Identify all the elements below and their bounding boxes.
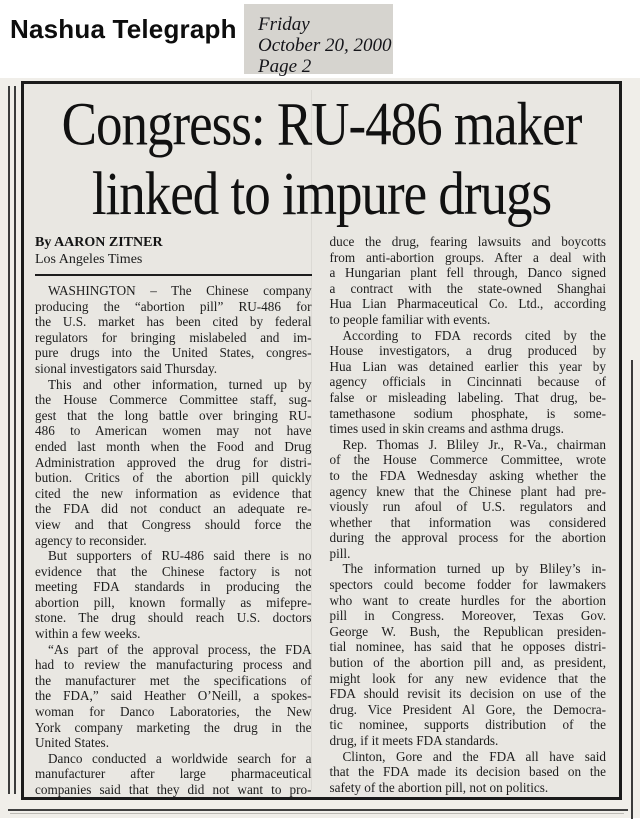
body-line: House investigators, a drug produced by [329, 343, 606, 359]
body-line: This and other information, turned up by [48, 376, 312, 392]
article-body [24, 230, 619, 798]
body-line: duce the drug, fearing lawsuits and boycotts [329, 234, 606, 249]
paragraph [330, 749, 607, 796]
body-line: safety of the abortion pill, not on politics. [329, 779, 549, 795]
body-line: cited the new information as evidence that [35, 485, 312, 501]
paragraph [330, 437, 607, 562]
body-line: pure drugs into the United States, congres- [35, 345, 312, 361]
body-line: from anti-abortion groups. After a deal with [329, 249, 606, 265]
body-line: a contract with the state-owned Shanghai [329, 280, 606, 296]
body-line: the U.S. market has been cited by federal [35, 314, 312, 330]
body-line: woman for Danco Laboratories, the New [35, 704, 312, 720]
body-line: agency officials in Cincinnati because of [329, 374, 606, 390]
body-line: FDA should revisit its decision on use of the [329, 686, 606, 702]
article-headline [24, 90, 619, 252]
body-line: pill in Congress. Moreover, Texas Gov. [329, 608, 606, 624]
byline-rule [35, 274, 312, 276]
paragraph [330, 561, 607, 748]
body-line: manufacturer after large pharmaceutical [35, 766, 312, 782]
margin-rule-bottom-shadow [10, 813, 624, 814]
body-line: that the FDA made its decision based on the [329, 764, 606, 780]
body-line: tic nominee, supports distribution of the [329, 717, 606, 733]
margin-rule-bottom [8, 809, 628, 811]
column-left [35, 234, 312, 798]
paragraph [35, 751, 312, 798]
body-line: the FDA,” said Heather O’Neill, a spokes- [35, 688, 312, 704]
body-line: The information turned up by Bliley’s in- [342, 561, 606, 577]
body-line: of the House Commerce Committee, wrote [329, 452, 606, 468]
body-line: a Hungarian plant fell through, Danco signed [329, 265, 606, 281]
paragraph [35, 377, 312, 549]
body-line: Rep. Thomas J. Bliley Jr., R-Va., chairman [342, 436, 606, 452]
body-line: the manufacturer met the specifications of [35, 672, 312, 688]
body-line: agency to reconsider. [35, 532, 147, 548]
body-line: drug. Vice President Al Gore, the Democra- [329, 701, 606, 717]
body-line: false or misleading labeling. That drug, be- [329, 389, 606, 405]
body-line: had to review the manufacturing process and [35, 657, 312, 673]
body-line: might look for any new evidence that the [329, 670, 606, 686]
margin-rule-left-outer [8, 86, 10, 794]
paragraph [35, 642, 312, 751]
body-line: the FDA did not conduct an adequate re- [35, 501, 312, 517]
headline-line-2: linked to impure drugs [91, 160, 552, 229]
body-line: George W. Bush, the Republican presiden- [329, 623, 606, 639]
body-line: stone. The drug should reach U.S. doctors [35, 610, 312, 626]
body-line: abortion pill, known formally as mifepre- [35, 594, 312, 610]
body-line: pill. [329, 545, 351, 561]
column-right [330, 234, 607, 798]
margin-rule-left-inner [14, 86, 16, 794]
body-line: regulators for bringing mislabeled and im- [35, 329, 312, 345]
body-line: sional investigators said Thursday. [35, 360, 218, 376]
dateline-box [244, 4, 393, 77]
body-line: ended last month when the Food and Drug [35, 438, 312, 454]
body-line: producing the “abortion pill” RU-486 for [35, 298, 312, 314]
dateline-date: October 20, 2000 [258, 35, 392, 56]
body-line: gest that the long battle over bringing RU- [35, 407, 312, 423]
body-line: the House Commerce Committee staff, sug- [35, 392, 312, 408]
body-line: According to FDA records cited by the [342, 327, 606, 343]
dateline-page: Page 2 [258, 56, 312, 77]
body-line: bution of the abortion pill and, as president, [329, 655, 606, 671]
paragraph [35, 283, 312, 377]
paragraph [330, 328, 607, 437]
body-line: times used in skin creams and asthma drugs. [329, 421, 564, 437]
body-line: United States. [35, 735, 109, 751]
byline-credit: Los Angeles Times [35, 252, 143, 267]
body-line: whether that information was considered [329, 514, 606, 530]
body-line: WASHINGTON – The Chinese company [48, 283, 312, 298]
body-line: tial nominee, has said that he opposes distri- [329, 639, 606, 655]
body-line: evidence that the Chinese factory is not [35, 563, 312, 579]
body-line: spectors could become fodder for lawmakers [329, 577, 606, 593]
body-line: Clinton, Gore and the FDA all have said [342, 748, 606, 764]
body-line: Administration approved the drug for distri- [35, 454, 312, 470]
body-line: to the FDA Wednesday asking whether the [329, 467, 606, 483]
body-line: Hua Lian Pharmaceutical Co. Ltd., according [329, 296, 606, 312]
body-line: during the approval process for the abortion [329, 530, 606, 546]
body-line: meeting FDA standards in producing the [35, 579, 312, 595]
article-clipping [21, 81, 622, 800]
byline-author: By AARON ZITNER [35, 235, 163, 250]
body-line: tamethasone sodium phosphate, is some- [329, 405, 606, 421]
paragraph [35, 548, 312, 642]
body-line: York company marketing the drug in the [35, 719, 312, 735]
body-line: who want to create hurdles for the abortion [329, 592, 606, 608]
body-line: agency knew that the Chinese plant had pre- [329, 483, 606, 499]
body-line: Hua Lian was detained earlier this year by [329, 358, 606, 374]
body-line: within a few weeks. [35, 626, 141, 642]
body-line: to people familiar with events. [329, 311, 491, 327]
body-line: companies said that they did not want to pro- [35, 782, 312, 797]
body-line: 486 to American women may not have [35, 423, 312, 439]
body-line: viously run afoul of U.S. regulators and [329, 499, 606, 515]
margin-rule-right [631, 360, 633, 819]
body-line: But supporters of RU-486 said there is no [48, 548, 312, 564]
publication-nameplate: Nashua Telegraph [10, 14, 237, 44]
body-line: view and that Congress should force the [35, 516, 312, 532]
body-line: bution. Critics of the abortion pill quickly [35, 470, 312, 486]
body-line: drug, if it meets FDA standards. [329, 733, 499, 748]
body-line: Danco conducted a worldwide search for a [48, 750, 312, 766]
headline-line-1: Congress: RU-486 maker [61, 91, 582, 159]
body-line: “As part of the approval process, the FDA [48, 641, 312, 657]
dateline-day: Friday [258, 14, 310, 35]
